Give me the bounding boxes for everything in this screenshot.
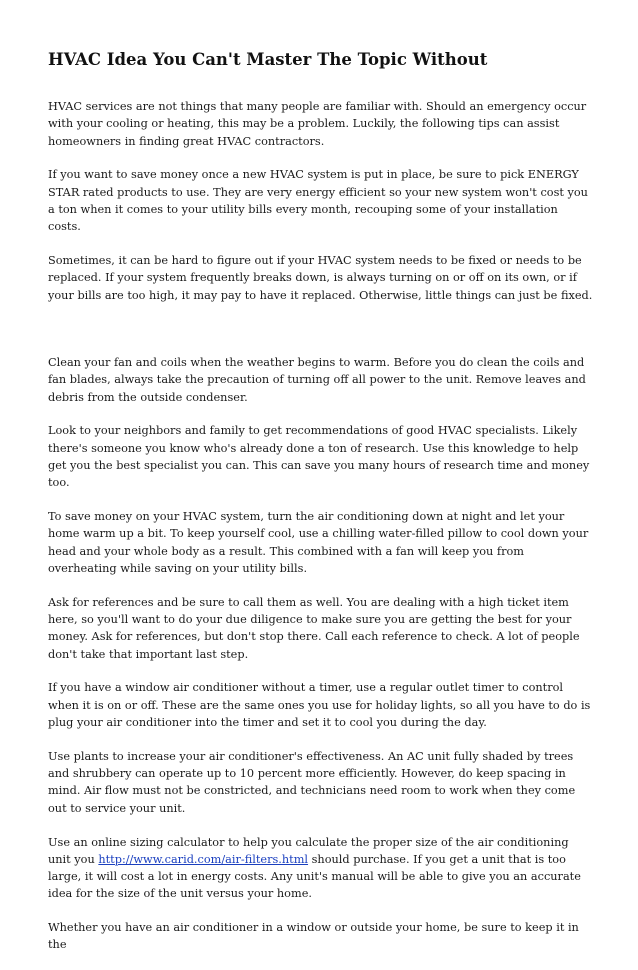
paragraph-keep-unit: Whether you have an air conditioner in a window or outside your home, be sure to keep it in the	[48, 921, 579, 952]
paragraph-energy-star: If you want to save money once a new HVAC system is put in place, be sure to pick ENERGY STAR rated products to use. They are very energy efficient so your new system won't cost you a ton when it comes to your utility bills every month, recouping some of your installation costs.	[48, 168, 588, 234]
paragraph-plants-shade: Use plants to increase your air conditioner's effectiveness. An AC unit fully shaded by trees and shrubbery can operate up to 10 percent more efficiently. However, do keep spacing in mind. Air flow must not be constricted, and technicians need room to work when they come out to service your unit.	[48, 749, 576, 815]
paragraph-recommendations: Look to your neighbors and family to get recommendations of good HVAC specialists. Likely there's someone you know who's already done a ton of research. Use this knowledge to help get you the best specialist you can. This can save you many hours of research time and money too.	[48, 424, 590, 490]
paragraph-sizing-calculator	[48, 834, 593, 903]
paragraph-intro: HVAC services are not things that many people are familiar with. Should an emergency occur with your cooling or heating, this may be a problem. Luckily, the following tips can assist homeowners in finding great HVAC contractors.	[48, 100, 587, 148]
document-title: HVAC Idea You Can't Master The Topic Without	[48, 50, 488, 69]
paragraph-save-money-night: To save money on your HVAC system, turn the air conditioning down at night and let your home warm up a bit. To keep yourself cool, use a chilling water-filled pillow to cool down your head and your whole body as a result. This combined with a fan will keep you from overheating while saving on your utility bills.	[48, 510, 589, 575]
sizing-text-before: Use an online sizing calculator to help you calculate the proper size of the air conditioning unit you	[48, 835, 569, 866]
sizing-text-after: should purchase. If you get a unit that is too large, it will cost a lot in energy costs. Any unit's manual will be able to give you an accurate idea for the size of the unit versus your home.	[48, 852, 581, 901]
paragraph-outlet-timer: If you have a window air conditioner without a timer, use a regular outlet timer to control when it is on or off. These are the same ones you use for holiday lights, so all you have to do is plug your air conditioner into the timer and set it to cool you during the day.	[48, 681, 591, 730]
carid-air-filters-link[interactable]: http://www.carid.com/air-filters.html	[98, 852, 309, 866]
paragraph-repair-or-replace: Sometimes, it can be hard to figure out if your HVAC system needs to be fixed or needs to be replaced. If your system frequently breaks down, is always turning on or off on its own, or if your bills are too high, it may pay to have it replaced. Otherwise, little things can just be fixed.	[48, 254, 593, 302]
paragraph-clean-fan-coils: Clean your fan and coils when the weather begins to warm. Before you do clean the coils and fan blades, always take the precaution of turning off all power to the unit. Remove leaves and debris from the outside condenser.	[48, 355, 586, 404]
document-body	[48, 98, 593, 970]
paragraph-references: Ask for references and be sure to call them as well. You are dealing with a high ticket item here, so you'll want to do your due diligence to make sure you are getting the best for your money. Ask for references, but don't stop there. Call each reference to check. A lot of people don't take that important last step.	[48, 595, 580, 661]
